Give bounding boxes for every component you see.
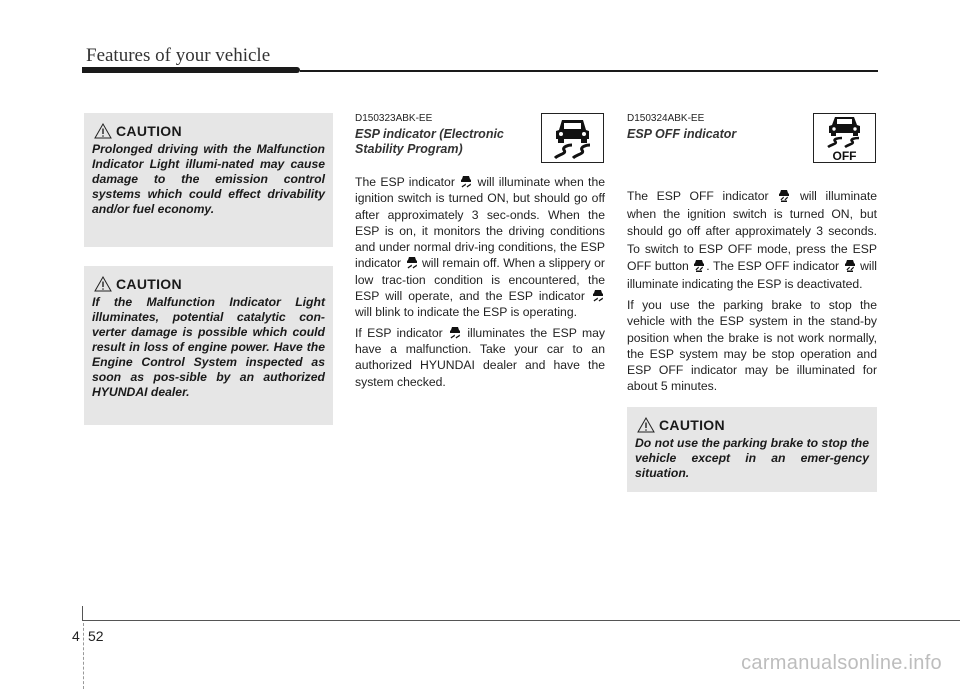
text-run: If ESP indicator xyxy=(355,325,443,340)
watermark-text: carmanualsonline.info xyxy=(741,652,942,674)
footer-tick xyxy=(82,606,83,620)
text-run: illuminates the ESP may have a malfunction. Take your car to an authorized HYUNDAI dealer and have the system checked. xyxy=(355,325,605,389)
caution-text: Prolonged driving with the Malfunction Indicator Light illumi-nated may cause damage to the emission control systems which could effect drivability and/or fuel economy. xyxy=(92,142,325,216)
caution-box-parking-brake xyxy=(627,407,877,492)
esp-off-description xyxy=(627,188,877,399)
esp-indicator-description xyxy=(355,174,605,394)
page-header-title: Features of your vehicle xyxy=(86,45,271,66)
paragraph xyxy=(355,325,605,390)
esp-car-skid-icon xyxy=(542,114,603,162)
esp-inline-icon xyxy=(449,326,461,339)
text-run: . The ESP OFF indicator xyxy=(706,259,840,273)
esp-indicator-illustration xyxy=(541,113,604,163)
section-title-line: Stability Program) xyxy=(355,142,463,156)
header-rule-thin xyxy=(300,70,878,72)
text-run: The ESP indicator xyxy=(355,175,455,189)
section-title-esp-off: ESP OFF indicator xyxy=(627,127,737,141)
esp-off-label: OFF xyxy=(832,149,857,162)
caution-title: CAUTION xyxy=(659,417,725,433)
header-rule-thick xyxy=(82,67,300,73)
esp-inline-icon xyxy=(460,175,472,188)
text-run: will remain off. When a slippery or low trac-tion condition is encountered, the ESP will operate, and the ESP indicator xyxy=(355,256,605,304)
caution-header xyxy=(94,276,325,292)
esp-off-icon xyxy=(814,114,875,162)
esp-off-inline-icon xyxy=(844,259,856,272)
footer-rule xyxy=(82,620,960,621)
text-run: will blink to indicate the ESP is operating. xyxy=(355,305,577,320)
esp-inline-icon xyxy=(406,256,418,269)
text-run: will illuminate when the ignition switch is turned ON, but should go off after approximately 3 seconds. To switch to ESP OFF mode, press the ESP OFF button xyxy=(627,189,878,273)
section-code: D150323ABK-EE xyxy=(355,113,433,124)
text-run: will illuminate when the ignition switch is turned ON, but should go off after approximately 3 sec-onds. When the ESP is on, it monitors the driving conditions and under normal driv-ing conditions, the ESP indicator xyxy=(355,175,605,271)
caution-box-mil-catalytic xyxy=(84,266,333,425)
footer-crop-line xyxy=(83,623,84,689)
esp-off-indicator-illustration xyxy=(813,113,876,163)
text-run: The ESP OFF indicator xyxy=(627,189,769,203)
warning-triangle-icon xyxy=(94,123,112,139)
caution-header xyxy=(637,417,869,433)
caution-text: Do not use the parking brake to stop the vehicle except in an emer-gency situation. xyxy=(635,436,869,480)
esp-inline-icon xyxy=(592,289,604,302)
warning-triangle-icon xyxy=(94,276,112,292)
page-number: 52 xyxy=(88,628,104,644)
esp-off-inline-icon xyxy=(693,259,705,272)
paragraph: If you use the parking brake to stop the vehicle with the ESP system in the stand-by position when the brake is not work normally, the ESP system may be stop operation and ESP OFF indicator may be illuminated for about 5 minutes. xyxy=(627,298,877,394)
caution-header xyxy=(94,123,325,139)
caution-title: CAUTION xyxy=(116,276,182,292)
chapter-number: 4 xyxy=(72,628,80,644)
caution-title: CAUTION xyxy=(116,123,182,139)
section-title-line: ESP indicator (Electronic xyxy=(355,127,504,141)
caution-box-mil-driving xyxy=(84,113,333,247)
caution-text: If the Malfunction Indicator Light illuminates, potential catalytic con-verter damage is possible which could result in loss of engine power. Have the Engine Control System inspected as soon as pos-sible by an authorized HYUNDAI dealer. xyxy=(92,295,325,399)
paragraph xyxy=(355,174,605,321)
warning-triangle-icon xyxy=(637,417,655,433)
paragraph xyxy=(627,188,877,293)
esp-off-inline-icon xyxy=(778,189,790,202)
section-title-esp xyxy=(355,127,535,157)
section-code: D150324ABK-EE xyxy=(627,113,705,124)
text-run: will illuminate indicating the ESP is deactivated. xyxy=(627,259,878,291)
